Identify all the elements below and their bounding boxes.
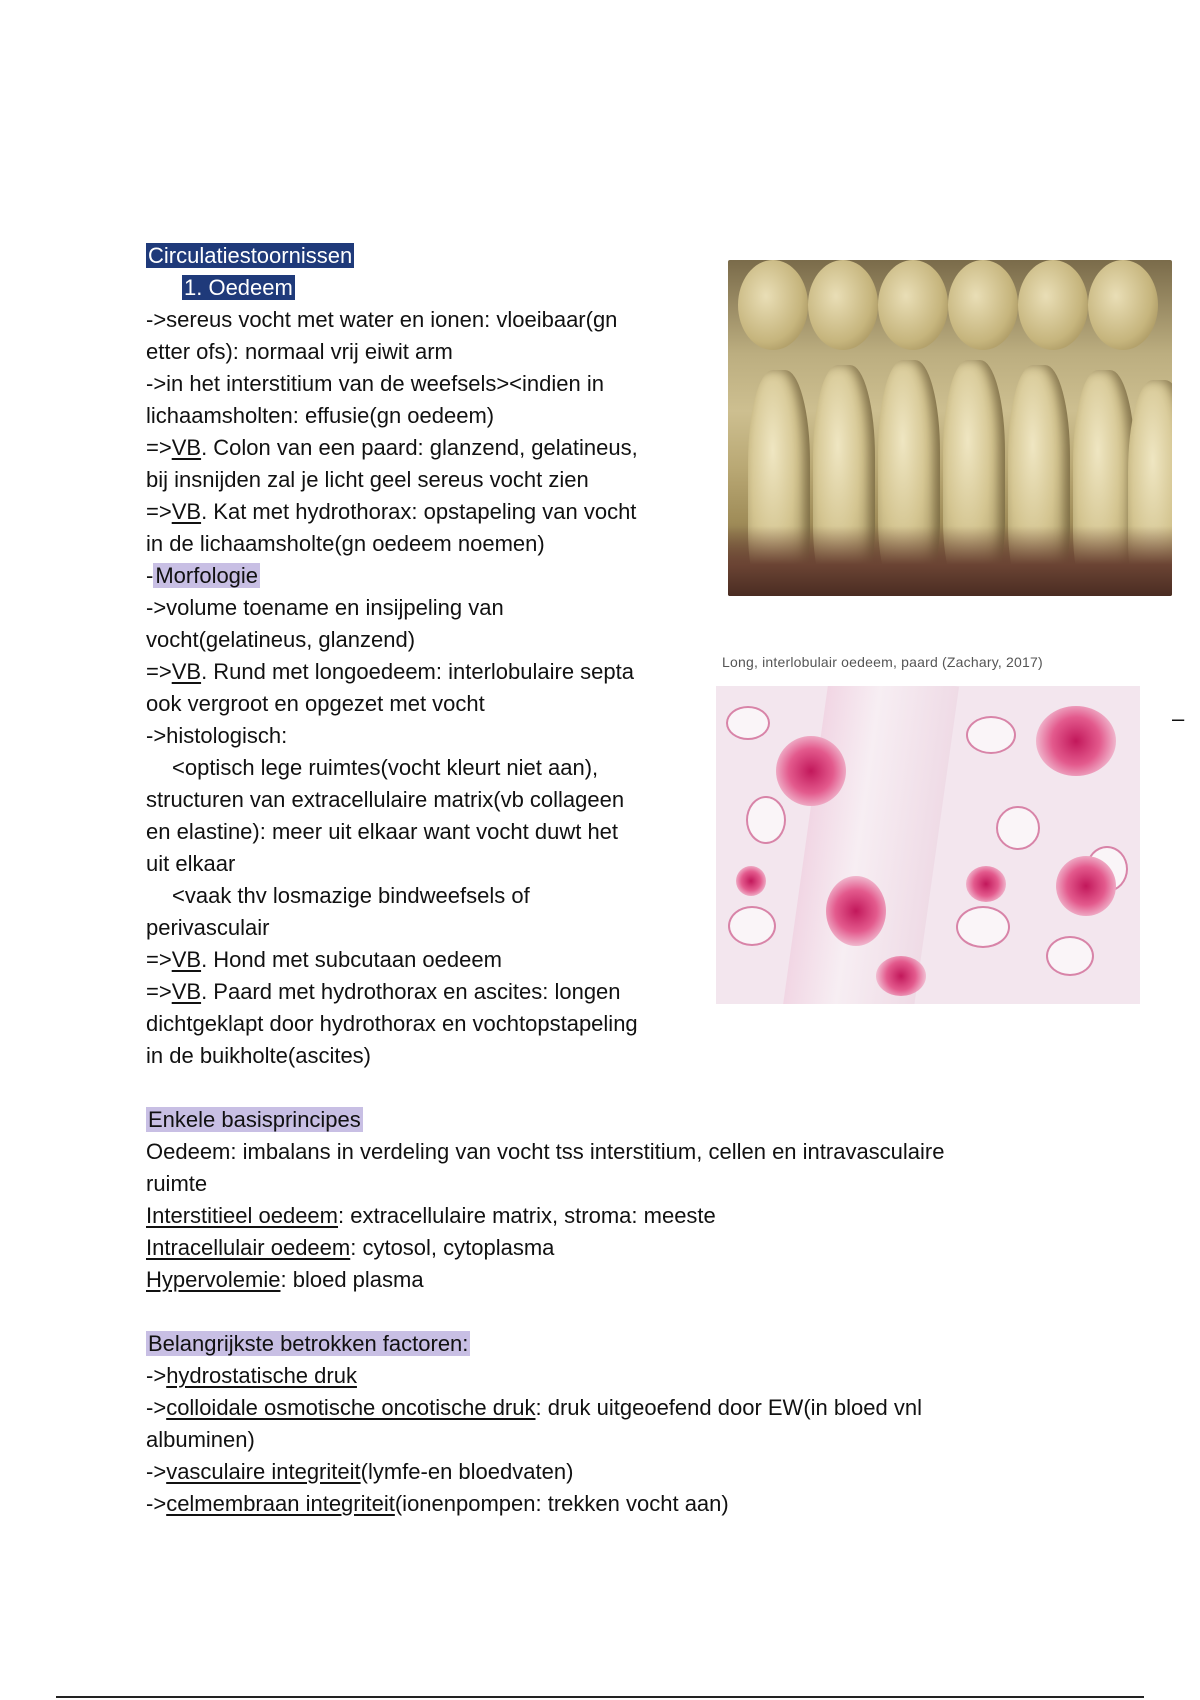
heading-basisprincipes: Enkele basisprincipes (148, 1107, 361, 1132)
text-line: lichaamsholten: effusie(gn oedeem) (146, 403, 495, 428)
example-line: =>VB. Colon van een paard: glanzend, gelatineus, (146, 435, 638, 460)
vb-label: VB (171, 499, 202, 524)
text-line: albuminen) (146, 1427, 255, 1452)
example-line: =>VB. Rund met longoedeem: interlobulaire septa (146, 659, 634, 684)
factor-line: ->colloidale osmotische oncotische druk: druk uitgeoefend door EW(in bloed vnl (146, 1395, 922, 1420)
factor-line: ->celmembraan integriteit(ionenpompen: trekken vocht aan) (146, 1491, 729, 1516)
example-line: =>VB. Hond met subcutaan oedeem (146, 947, 502, 972)
vb-label: VB (171, 947, 202, 972)
text-line: etter ofs): normaal vrij eiwit arm (146, 339, 453, 364)
side-dash: – (1172, 706, 1185, 731)
text-line: in de buikholte(ascites) (146, 1043, 372, 1068)
text-line: bij insnijden zal je licht geel sereus vocht zien (146, 467, 589, 492)
vb-label: VB (171, 979, 202, 1004)
text-line: ->sereus vocht met water en ionen: vloeibaar(gn (146, 307, 618, 332)
text-line: dichtgeklapt door hydrothorax en vochtopstapeling (146, 1011, 638, 1036)
heading-factoren: Belangrijkste betrokken factoren: (148, 1331, 469, 1356)
text-line: <vaak thv losmazige bindweefsels of (172, 883, 530, 908)
definition-line: Intracellulair oedeem: cytosol, cytoplasma (146, 1235, 555, 1260)
text-line: perivasculair (146, 915, 270, 940)
example-line: =>VB. Kat met hydrothorax: opstapeling van vocht (146, 499, 637, 524)
text-line: ook vergroot en opgezet met vocht (146, 691, 485, 716)
definition-line: Interstitieel oedeem: extracellulaire matrix, stroma: meeste (146, 1203, 716, 1228)
page-bottom-rule (56, 1696, 1144, 1698)
lung-histology-photo (716, 686, 1140, 1004)
factor-line: ->vasculaire integriteit(lymfe-en bloedvaten) (146, 1459, 574, 1484)
term: hydrostatische druk (166, 1363, 357, 1388)
term: vasculaire integriteit (166, 1459, 361, 1484)
colon-oedema-photo (728, 260, 1172, 596)
section-title-circulatiestoornissen: Circulatiestoornissen (148, 243, 353, 268)
term: Intracellulair oedeem (146, 1235, 351, 1260)
text-line: ->histologisch: (146, 723, 288, 748)
example-line: =>VB. Paard met hydrothorax en ascites: longen (146, 979, 621, 1004)
term: Hypervolemie (146, 1267, 281, 1292)
term: celmembraan integriteit (166, 1491, 395, 1516)
heading-morfologie: -Morfologie (146, 563, 259, 588)
text-line: ->volume toename en insijpeling van (146, 595, 504, 620)
term: colloidale osmotische oncotische druk (166, 1395, 536, 1420)
text-line: uit elkaar (146, 851, 236, 876)
term: Interstitieel oedeem (146, 1203, 338, 1228)
text-line: <optisch lege ruimtes(vocht kleurt niet aan), (172, 755, 599, 780)
text-line: in de lichaamsholte(gn oedeem noemen) (146, 531, 545, 556)
text-line: Oedeem: imbalans in verdeling van vocht tss interstitium, cellen en intravasculaire (146, 1139, 945, 1164)
definition-line: Hypervolemie: bloed plasma (146, 1267, 424, 1292)
figure-caption: Long, interlobulair oedeem, paard (Zachary, 2017) (722, 654, 1043, 670)
subsection-title-oedeem: 1. Oedeem (184, 275, 293, 300)
text-line: ruimte (146, 1171, 208, 1196)
vb-label: VB (171, 659, 202, 684)
text-line: structuren van extracellulaire matrix(vb collageen (146, 787, 625, 812)
text-line: vocht(gelatineus, glanzend) (146, 627, 416, 652)
text-line: en elastine): meer uit elkaar want vocht duwt het (146, 819, 619, 844)
text-line: ->in het interstitium van de weefsels><indien in (146, 371, 604, 396)
vb-label: VB (171, 435, 202, 460)
factor-line: ->hydrostatische druk (146, 1363, 357, 1388)
